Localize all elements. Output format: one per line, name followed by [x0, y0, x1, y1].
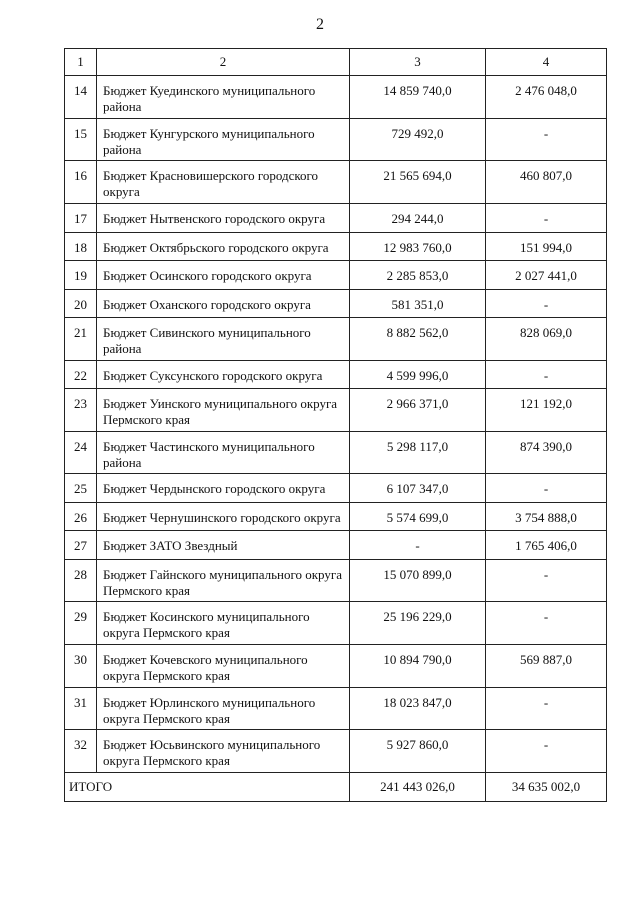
budget-name: Бюджет Суксунского городского округа: [97, 361, 350, 389]
table-row: [65, 261, 607, 290]
amount-col3: 6 107 347,0: [350, 474, 486, 503]
amount-col4: -: [486, 290, 607, 318]
budget-name: Бюджет Кочевского муниципального округа Пермского края: [97, 645, 350, 688]
column-header-4: 4: [486, 49, 607, 76]
budget-name: Бюджет Юрлинского муниципального округа Пермского края: [97, 688, 350, 730]
table-row: [65, 204, 607, 233]
amount-col3: 12 983 760,0: [350, 233, 486, 261]
total-row: [65, 773, 607, 802]
budget-name: Бюджет Частинского муниципального района: [97, 432, 350, 474]
row-number: 31: [65, 688, 97, 730]
column-header-3: 3: [350, 49, 486, 76]
amount-col4: -: [486, 119, 607, 161]
budget-name: Бюджет Кунгурского муниципального района: [97, 119, 350, 161]
row-number: 29: [65, 602, 97, 645]
budget-name: Бюджет Гайнского муниципального округа Пермского края: [97, 560, 350, 602]
amount-col3: 581 351,0: [350, 290, 486, 318]
row-number: 23: [65, 389, 97, 432]
budget-name: Бюджет Чернушинского городского округа: [97, 503, 350, 531]
amount-col3: 25 196 229,0: [350, 602, 486, 645]
amount-col4: 151 994,0: [486, 233, 607, 261]
table-row: [65, 645, 607, 688]
row-number: 19: [65, 261, 97, 290]
amount-col3: 14 859 740,0: [350, 76, 486, 119]
amount-col3: 729 492,0: [350, 119, 486, 161]
total-col3: 241 443 026,0: [350, 773, 486, 802]
table-row: [65, 560, 607, 602]
amount-col3: 5 298 117,0: [350, 432, 486, 474]
amount-col4: -: [486, 730, 607, 773]
table-row: [65, 389, 607, 432]
amount-col3: 5 927 860,0: [350, 730, 486, 773]
amount-col3: 18 023 847,0: [350, 688, 486, 730]
amount-col4: 828 069,0: [486, 318, 607, 361]
amount-col4: -: [486, 474, 607, 503]
table-row: [65, 432, 607, 474]
row-number: 26: [65, 503, 97, 531]
row-number: 28: [65, 560, 97, 602]
amount-col3: -: [350, 531, 486, 560]
amount-col4: -: [486, 602, 607, 645]
amount-col4: -: [486, 688, 607, 730]
amount-col4: 874 390,0: [486, 432, 607, 474]
column-header-1: 1: [65, 49, 97, 76]
table-row: [65, 474, 607, 503]
row-number: 30: [65, 645, 97, 688]
budget-name: Бюджет Чердынского городского округа: [97, 474, 350, 503]
table-row: [65, 688, 607, 730]
table-row: [65, 361, 607, 389]
row-number: 17: [65, 204, 97, 233]
table-row: [65, 233, 607, 261]
amount-col4: -: [486, 361, 607, 389]
table-row: [65, 76, 607, 119]
amount-col3: 8 882 562,0: [350, 318, 486, 361]
budget-table-body: [65, 49, 607, 802]
amount-col4: 3 754 888,0: [486, 503, 607, 531]
budget-name: Бюджет Осинского городского округа: [97, 261, 350, 290]
row-number: 25: [65, 474, 97, 503]
amount-col4: 2 476 048,0: [486, 76, 607, 119]
amount-col4: 121 192,0: [486, 389, 607, 432]
row-number: 32: [65, 730, 97, 773]
budget-name: Бюджет Оханского городского округа: [97, 290, 350, 318]
budget-name: Бюджет Сивинского муниципального района: [97, 318, 350, 361]
budget-name: Бюджет ЗАТО Звездный: [97, 531, 350, 560]
budget-name: Бюджет Куединского муниципального района: [97, 76, 350, 119]
table-row: [65, 602, 607, 645]
total-col4: 34 635 002,0: [486, 773, 607, 802]
table-row: [65, 161, 607, 204]
budget-name: Бюджет Косинского муниципального округа Пермского края: [97, 602, 350, 645]
row-number: 20: [65, 290, 97, 318]
budget-table: [64, 48, 607, 802]
table-row: [65, 290, 607, 318]
table-header-row: [65, 49, 607, 76]
amount-col3: 21 565 694,0: [350, 161, 486, 204]
amount-col3: 15 070 899,0: [350, 560, 486, 602]
row-number: 22: [65, 361, 97, 389]
budget-name: Бюджет Красновишерского городского округа: [97, 161, 350, 204]
row-number: 14: [65, 76, 97, 119]
amount-col3: 4 599 996,0: [350, 361, 486, 389]
row-number: 27: [65, 531, 97, 560]
total-label: ИТОГО: [65, 773, 350, 802]
budget-name: Бюджет Нытвенского городского округа: [97, 204, 350, 233]
row-number: 15: [65, 119, 97, 161]
row-number: 24: [65, 432, 97, 474]
page-number: 2: [316, 16, 324, 33]
budget-name: Бюджет Октябрьского городского округа: [97, 233, 350, 261]
amount-col4: 460 807,0: [486, 161, 607, 204]
amount-col3: 294 244,0: [350, 204, 486, 233]
budget-name: Бюджет Уинского муниципального округа Пермского края: [97, 389, 350, 432]
budget-name: Бюджет Юсьвинского муниципального округа Пермского края: [97, 730, 350, 773]
amount-col4: 1 765 406,0: [486, 531, 607, 560]
amount-col4: -: [486, 560, 607, 602]
amount-col3: 2 285 853,0: [350, 261, 486, 290]
amount-col3: 5 574 699,0: [350, 503, 486, 531]
table-row: [65, 119, 607, 161]
row-number: 18: [65, 233, 97, 261]
table-row: [65, 531, 607, 560]
table-row: [65, 730, 607, 773]
row-number: 21: [65, 318, 97, 361]
table-row: [65, 503, 607, 531]
amount-col4: 2 027 441,0: [486, 261, 607, 290]
amount-col4: 569 887,0: [486, 645, 607, 688]
amount-col3: 2 966 371,0: [350, 389, 486, 432]
amount-col4: -: [486, 204, 607, 233]
table-row: [65, 318, 607, 361]
amount-col3: 10 894 790,0: [350, 645, 486, 688]
row-number: 16: [65, 161, 97, 204]
column-header-2: 2: [97, 49, 350, 76]
